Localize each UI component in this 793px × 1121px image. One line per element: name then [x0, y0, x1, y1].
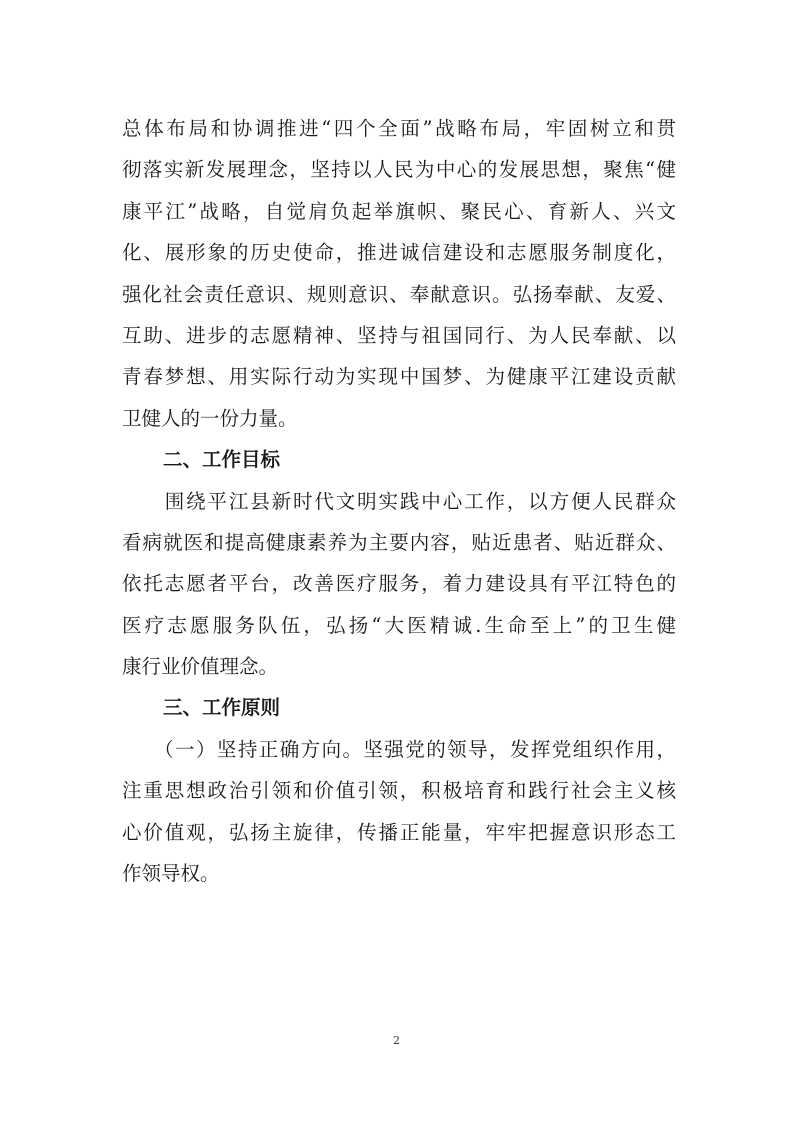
text-line: 作领导权。 [122, 862, 220, 886]
paragraph-principles [122, 729, 676, 895]
text-line: 依托志愿者平台，改善医疗服务，着力建设具有平江特色的 [122, 572, 676, 596]
paragraph-goals [122, 481, 676, 688]
text-line: 互助、进步的志愿精神、坚持与祖国同行、为人民奉献、以 [122, 323, 676, 347]
text-line: 康行业价值理念。 [122, 655, 279, 679]
section-heading-goals: 二、工作目标 [163, 448, 281, 472]
section-heading-principles: 三、工作原则 [163, 696, 281, 720]
document-body [122, 108, 676, 894]
text-line: 注重思想政治引领和价值引领，积极培育和践行社会主义核 [122, 779, 676, 803]
text-line: 卫健人的一份力量。 [122, 406, 298, 430]
page-number: 2 [393, 1034, 400, 1047]
text-line: 强化社会责任意识、规则意识、奉献意识。弘扬奉献、友爱、 [122, 282, 676, 306]
paragraph-intro [122, 108, 676, 439]
text-line: 医疗志愿服务队伍，弘扬“大医精诚.生命至上”的卫生健 [122, 613, 676, 637]
text-line: 看病就医和提高健康素养为主要内容，贴近患者、贴近群众、 [122, 530, 676, 554]
text-line: 青春梦想、用实际行动为实现中国梦、为健康平江建设贡献 [122, 365, 676, 389]
text-line: （一）坚持正确方向。坚强党的领导，发挥党组织作用， [122, 737, 676, 761]
text-line: 心价值观，弘扬主旋律，传播正能量，牢牢把握意识形态工 [122, 820, 676, 844]
text-line: 康平江”战略，自觉肩负起举旗帜、聚民心、育新人、兴文 [122, 199, 676, 223]
text-line: 彻落实新发展理念，坚持以人民为中心的发展思想，聚焦“健 [122, 158, 676, 182]
text-line: 总体布局和协调推进“四个全面”战略布局，牢固树立和贯 [122, 117, 676, 140]
text-line: 化、展形象的历史使命，推进诚信建设和志愿服务制度化， [122, 241, 676, 265]
text-line: 围绕平江县新时代文明实践中心工作，以方便人民群众 [122, 489, 676, 513]
